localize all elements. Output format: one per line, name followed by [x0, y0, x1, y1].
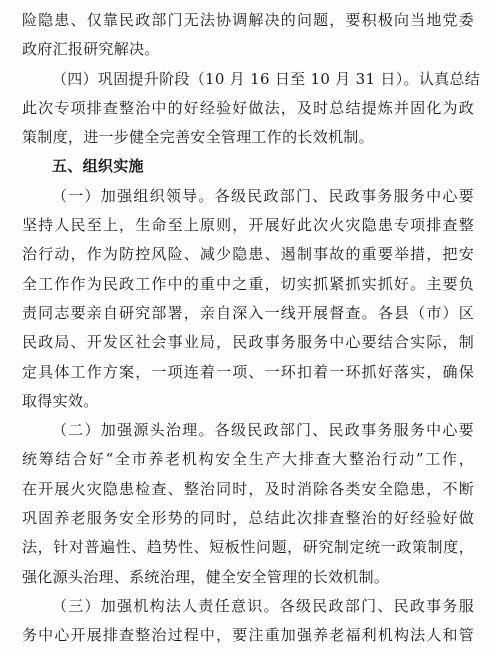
paragraph-heading: （一）加强组织领导。	[52, 186, 215, 205]
text-line: 统筹结合好“全市养老机构安全生产大排查大整治行动”工作，	[22, 450, 474, 469]
paragraph-heading: （三）加强机构法人责任意识。	[52, 596, 280, 615]
text-line: 险隐患、仅靠民政部门无法协调解决的问题，要积极向当地党委	[22, 11, 474, 29]
text-line: 强化源头治理、系统治理，健全安全管理的长效机制。	[22, 567, 390, 586]
paragraph-source-governance	[22, 416, 474, 592]
paragraph-heading: （四）巩固提升阶段（10 月 16 日至 10 月 31 日）。	[52, 69, 419, 88]
text-line	[22, 592, 474, 621]
text-line	[22, 416, 474, 445]
text-line: 巩固养老服务安全形势的同时，总结此次排查整治的好经验好做	[22, 509, 474, 528]
text-segment: 各级民政部门、民政事务服务中心要	[214, 186, 474, 205]
text-line: 全工作作为民政工作中的重中之重，切实抓紧抓实抓好。主要负	[22, 274, 474, 293]
paragraph-legal-responsibility	[22, 592, 474, 651]
paragraph-continuation	[22, 6, 474, 65]
paragraph-heading: （二）加强源头治理。	[52, 421, 215, 440]
paragraph-organization-leadership	[22, 182, 474, 416]
text-line	[22, 182, 474, 211]
text-segment: 各级民政部门、民政事务服务中心要	[214, 421, 474, 440]
text-line: 取得实效。	[22, 391, 99, 410]
text-segment: 各级民政部门、民政事务服	[279, 596, 474, 615]
text-line: 在开展火灾隐患检查、整治同时，及时消除各类安全隐患，不断	[22, 479, 474, 498]
text-line: 坚持人民至上，生命至上原则，开展好此次火灾隐患专项排查整	[22, 216, 474, 235]
text-line: 法，针对普遍性、趋势性、短板性问题，研究制定统一政策制度，	[22, 538, 474, 557]
text-line: 定具体工作方案，一项连着一项、一环扣着一环抓好落实，确保	[22, 362, 474, 381]
document-body	[22, 6, 481, 651]
text-line: 策制度，进一步健全完善安全管理工作的长效机制。	[22, 128, 374, 147]
text-line: 此次专项排查整治中的好经验好做法，及时总结提炼并固化为政	[22, 98, 474, 117]
text-line: 责同志要亲自研究部署，亲自深入一线开展督查。各县（市）区	[22, 303, 474, 322]
text-line: 务中心开展排查整治过程中，要注重加强养老福利机构法人和管	[22, 626, 474, 645]
text-line: 政府汇报研究解决。	[22, 40, 160, 59]
section-title: 五、组织实施	[52, 157, 144, 176]
text-segment: 认真总结	[418, 69, 481, 88]
paragraph-consolidation-stage	[22, 65, 481, 153]
text-line	[22, 65, 481, 94]
section-heading	[22, 152, 474, 181]
text-line: 治行动，作为防控风险、减少隐患、遏制事故的重要举措，把安	[22, 245, 474, 264]
text-line: 民政局、开发区社会事业局，民政事务服务中心要结合实际，制	[22, 333, 474, 352]
